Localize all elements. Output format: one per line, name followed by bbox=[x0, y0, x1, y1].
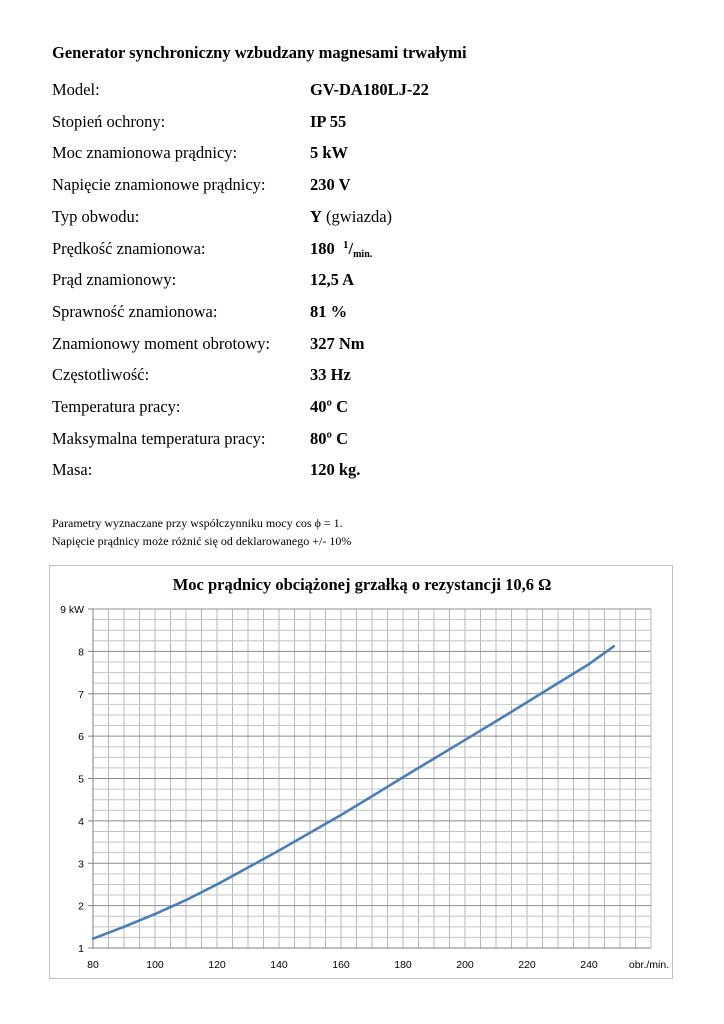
spec-value-main: 5 kW bbox=[310, 143, 349, 163]
y-tick-label: 3 bbox=[78, 858, 84, 871]
x-tick-label: 200 bbox=[456, 959, 474, 971]
spec-value-main: GV-DA180LJ-22 bbox=[310, 80, 429, 99]
spec-label: Moc znamionowa prądnicy: bbox=[52, 143, 238, 163]
spec-value-main: 33 Hz bbox=[310, 365, 351, 385]
x-tick-label: 160 bbox=[332, 959, 350, 971]
x-tick-label: 100 bbox=[146, 959, 164, 971]
spec-label: Prędkość znamionowa: bbox=[52, 238, 206, 258]
y-tick-label: 5 bbox=[78, 773, 84, 786]
x-tick-label: 220 bbox=[518, 959, 536, 971]
spec-value-main: 80º C bbox=[310, 428, 348, 448]
x-tick-label: 240 bbox=[580, 959, 598, 971]
y-tick-label: 7 bbox=[78, 688, 84, 701]
y-tick-label: 9 kW bbox=[60, 604, 84, 616]
spec-value-main: 180 bbox=[310, 238, 335, 258]
spec-label: Sprawność znamionowa: bbox=[52, 301, 218, 321]
y-tick-label: 4 bbox=[78, 815, 84, 828]
y-tick-label: 1 bbox=[78, 943, 84, 955]
spec-value-main: 40º C bbox=[310, 397, 348, 416]
spec-value-main: 327 Nm bbox=[310, 333, 365, 353]
y-tick-label: 6 bbox=[78, 731, 84, 744]
spec-value-main: 81 % bbox=[310, 301, 348, 321]
spec-label: Masa: bbox=[52, 460, 93, 480]
spec-label: Temperatura pracy: bbox=[52, 397, 181, 416]
spec-label: Prąd znamionowy: bbox=[52, 270, 177, 290]
spec-value-main: 12,5 A bbox=[310, 270, 355, 290]
spec-label: Model: bbox=[52, 80, 100, 99]
spec-label: Częstotliwość: bbox=[52, 365, 150, 385]
unit-slash: / bbox=[348, 238, 354, 258]
spec-label: Znamionowy moment obrotowy: bbox=[52, 333, 271, 353]
spec-label: Napięcie znamionowe prądnicy: bbox=[52, 175, 266, 195]
x-tick-label: 120 bbox=[208, 959, 226, 971]
note-power-factor: Parametry wyznaczane przy współczynniku mocy cos ϕ = 1. bbox=[52, 516, 343, 530]
spec-value-main: 120 kg. bbox=[310, 460, 361, 480]
y-tick-label: 2 bbox=[78, 900, 84, 913]
spec-value-main: IP 55 bbox=[310, 111, 347, 131]
document-title: Generator synchroniczny wzbudzany magnesami trwałymi bbox=[52, 43, 467, 62]
y-tick-label: 8 bbox=[78, 646, 84, 659]
x-tick-label: 80 bbox=[87, 959, 99, 971]
chart-title: Moc prądnicy obciążonej grzałką o rezystancji 10,6 Ω bbox=[172, 575, 552, 594]
unit-denominator: min. bbox=[353, 248, 373, 260]
spec-value-main: Y bbox=[310, 206, 322, 226]
spec-value-suffix: (gwiazda) bbox=[321, 206, 393, 226]
spec-value-main: 230 V bbox=[310, 175, 351, 195]
unit-numerator: 1 bbox=[343, 238, 349, 251]
spec-label: Maksymalna temperatura pracy: bbox=[52, 428, 266, 448]
x-tick-label: 140 bbox=[270, 959, 288, 971]
note-voltage-tolerance: Napięcie prądnicy może różnić się od deklarowanego +/- 10% bbox=[52, 534, 352, 548]
x-axis-unit-label: obr./min. bbox=[628, 959, 670, 971]
spec-label: Stopień ochrony: bbox=[52, 111, 166, 131]
spec-label: Typ obwodu: bbox=[52, 206, 140, 226]
x-tick-label: 180 bbox=[394, 959, 412, 971]
